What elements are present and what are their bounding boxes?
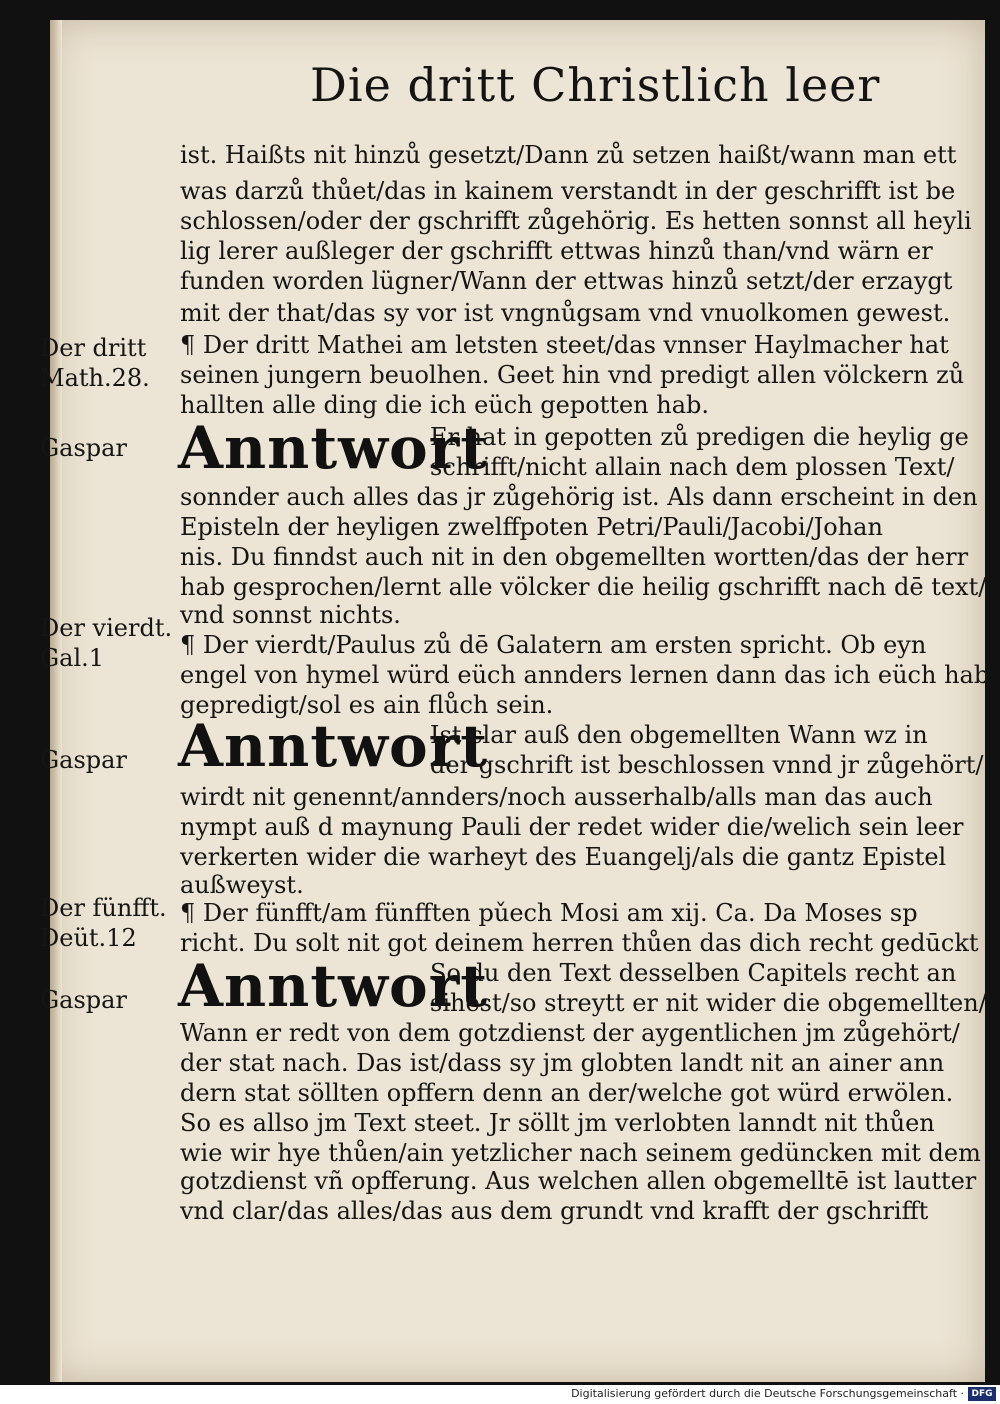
margin-note: Der fünfft. [40, 894, 167, 922]
text-line: der gschrift ist beschlossen vnnd jr zůgehört/ [430, 751, 984, 779]
text-line: lig lerer außleger der gschrifft ettwas hinzů than/vnd wärn er [180, 237, 933, 265]
margin-note: Der vierdt. [40, 614, 173, 642]
text-line: vnd clar/das alles/das aus dem grundt vnd krafft der gschrifft [180, 1197, 929, 1225]
margin-note: Der dritt [40, 334, 147, 362]
initial-antwort: Anntwort [178, 414, 489, 482]
text-line: gotzdienst vñ opfferung. Aus welchen allen obgemelltē ist lautter [180, 1167, 977, 1195]
text-line: sihest/so streytt er nit wider die obgemellten/ [430, 989, 987, 1017]
page-edge [50, 20, 62, 1382]
text-line: was darzů thůet/das in kainem verstandt in der geschrifft ist be [180, 177, 956, 205]
text-line: schlossen/oder der gschrifft zůgehörig. Es hetten sonnst all heyli [180, 207, 972, 235]
text-line: nympt auß d maynung Pauli der redet wider die/welich sein leer [180, 813, 964, 841]
text-line: sonnder auch alles das jr zůgehörig ist. Als dann erscheint in den [180, 483, 978, 511]
text-line: Er hat in gepotten zů predigen die heylig ge [430, 423, 969, 451]
text-line: nis. Du finndst auch nit in den obgemellten wortten/das der herr [180, 543, 969, 571]
initial-antwort: Anntwort [178, 712, 489, 780]
funding-credit: Digitalisierung gefördert durch die Deutsche Forschungsgemeinschaft · [571, 1387, 964, 1400]
text-line: hab gesprochen/lernt alle völcker die heilig gschrifft nach dē text/ [180, 573, 987, 601]
text-line: wirdt nit genennt/annders/noch ausserhalb/alls man das auch [180, 783, 933, 811]
text-line: engel von hymel würd eüch annders lernen dann das ich eüch hab [180, 661, 990, 689]
text-line: So es allso jm Text steet. Jr söllt jm verlobten lanndt nit thůen [180, 1109, 935, 1137]
text-line: richt. Du solt nit got deinem herren thůen das dich recht gedūckt [180, 929, 979, 957]
text-line: der stat nach. Das ist/dass sy jm globten landt nit an ainer ann [180, 1049, 945, 1077]
text-line: ¶ Der vierdt/Paulus zů dē Galatern am ersten spricht. Ob eyn [180, 631, 927, 659]
page-title: Die dritt Christlich leer [310, 58, 881, 112]
margin-speaker: Gaspar [40, 746, 127, 774]
text-line: außweyst. [180, 871, 304, 899]
margin-note: Gal.1 [40, 644, 105, 672]
margin-note: Deüt.12 [40, 924, 137, 952]
text-line: wie wir hye thůen/ain yetzlicher nach seinem gedüncken mit dem [180, 1139, 981, 1167]
text-line: ist. Haißts nit hinzů gesetzt/Dann zů setzen haißt/wann man ett [180, 141, 957, 169]
text-line: ¶ Der fünfft/am fünfften pǔech Mosi am xij. Ca. Da Moses sp [180, 899, 918, 927]
dfg-logo: DFG [968, 1387, 996, 1401]
text-line: Ist clar auß den obgemellten Wann wz in [430, 721, 928, 749]
text-line: Episteln der heyligen zwelffpoten Petri/Pauli/Jacobi/Johan [180, 513, 883, 541]
text-line: So du den Text desselben Capitels recht an [430, 959, 957, 987]
text-line: gepredigt/sol es ain flůch sein. [180, 691, 554, 719]
text-line: funden worden lügner/Wann der ettwas hinzů setzt/der erzaygt [180, 267, 953, 295]
margin-speaker: Gaspar [40, 986, 127, 1014]
initial-antwort: Anntwort [178, 952, 489, 1020]
margin-note: Math.28. [40, 364, 150, 392]
text-line: mit der that/das sy vor ist vngnůgsam vnd vnuolkomen gewest. [180, 299, 951, 327]
text-line: Wann er redt von dem gotzdienst der aygentlichen jm zůgehört/ [180, 1019, 960, 1047]
text-line: verkerten wider die warheyt des Euangelj/als die gantz Epistel [180, 843, 947, 871]
text-line: vnd sonnst nichts. [180, 601, 401, 629]
text-line: ¶ Der dritt Mathei am letsten steet/das vnnser Haylmacher hat [180, 331, 949, 359]
margin-speaker: Gaspar [40, 434, 127, 462]
text-line: seinen jungern beuolhen. Geet hin vnd predigt allen völckern zů [180, 361, 965, 389]
text-line: dern stat söllten opffern denn an der/welche got würd erwölen. [180, 1079, 954, 1107]
text-line: schrifft/nicht allain nach dem plossen Text/ [430, 453, 955, 481]
text-line: hallten alle ding die ich eüch gepotten hab. [180, 391, 710, 419]
